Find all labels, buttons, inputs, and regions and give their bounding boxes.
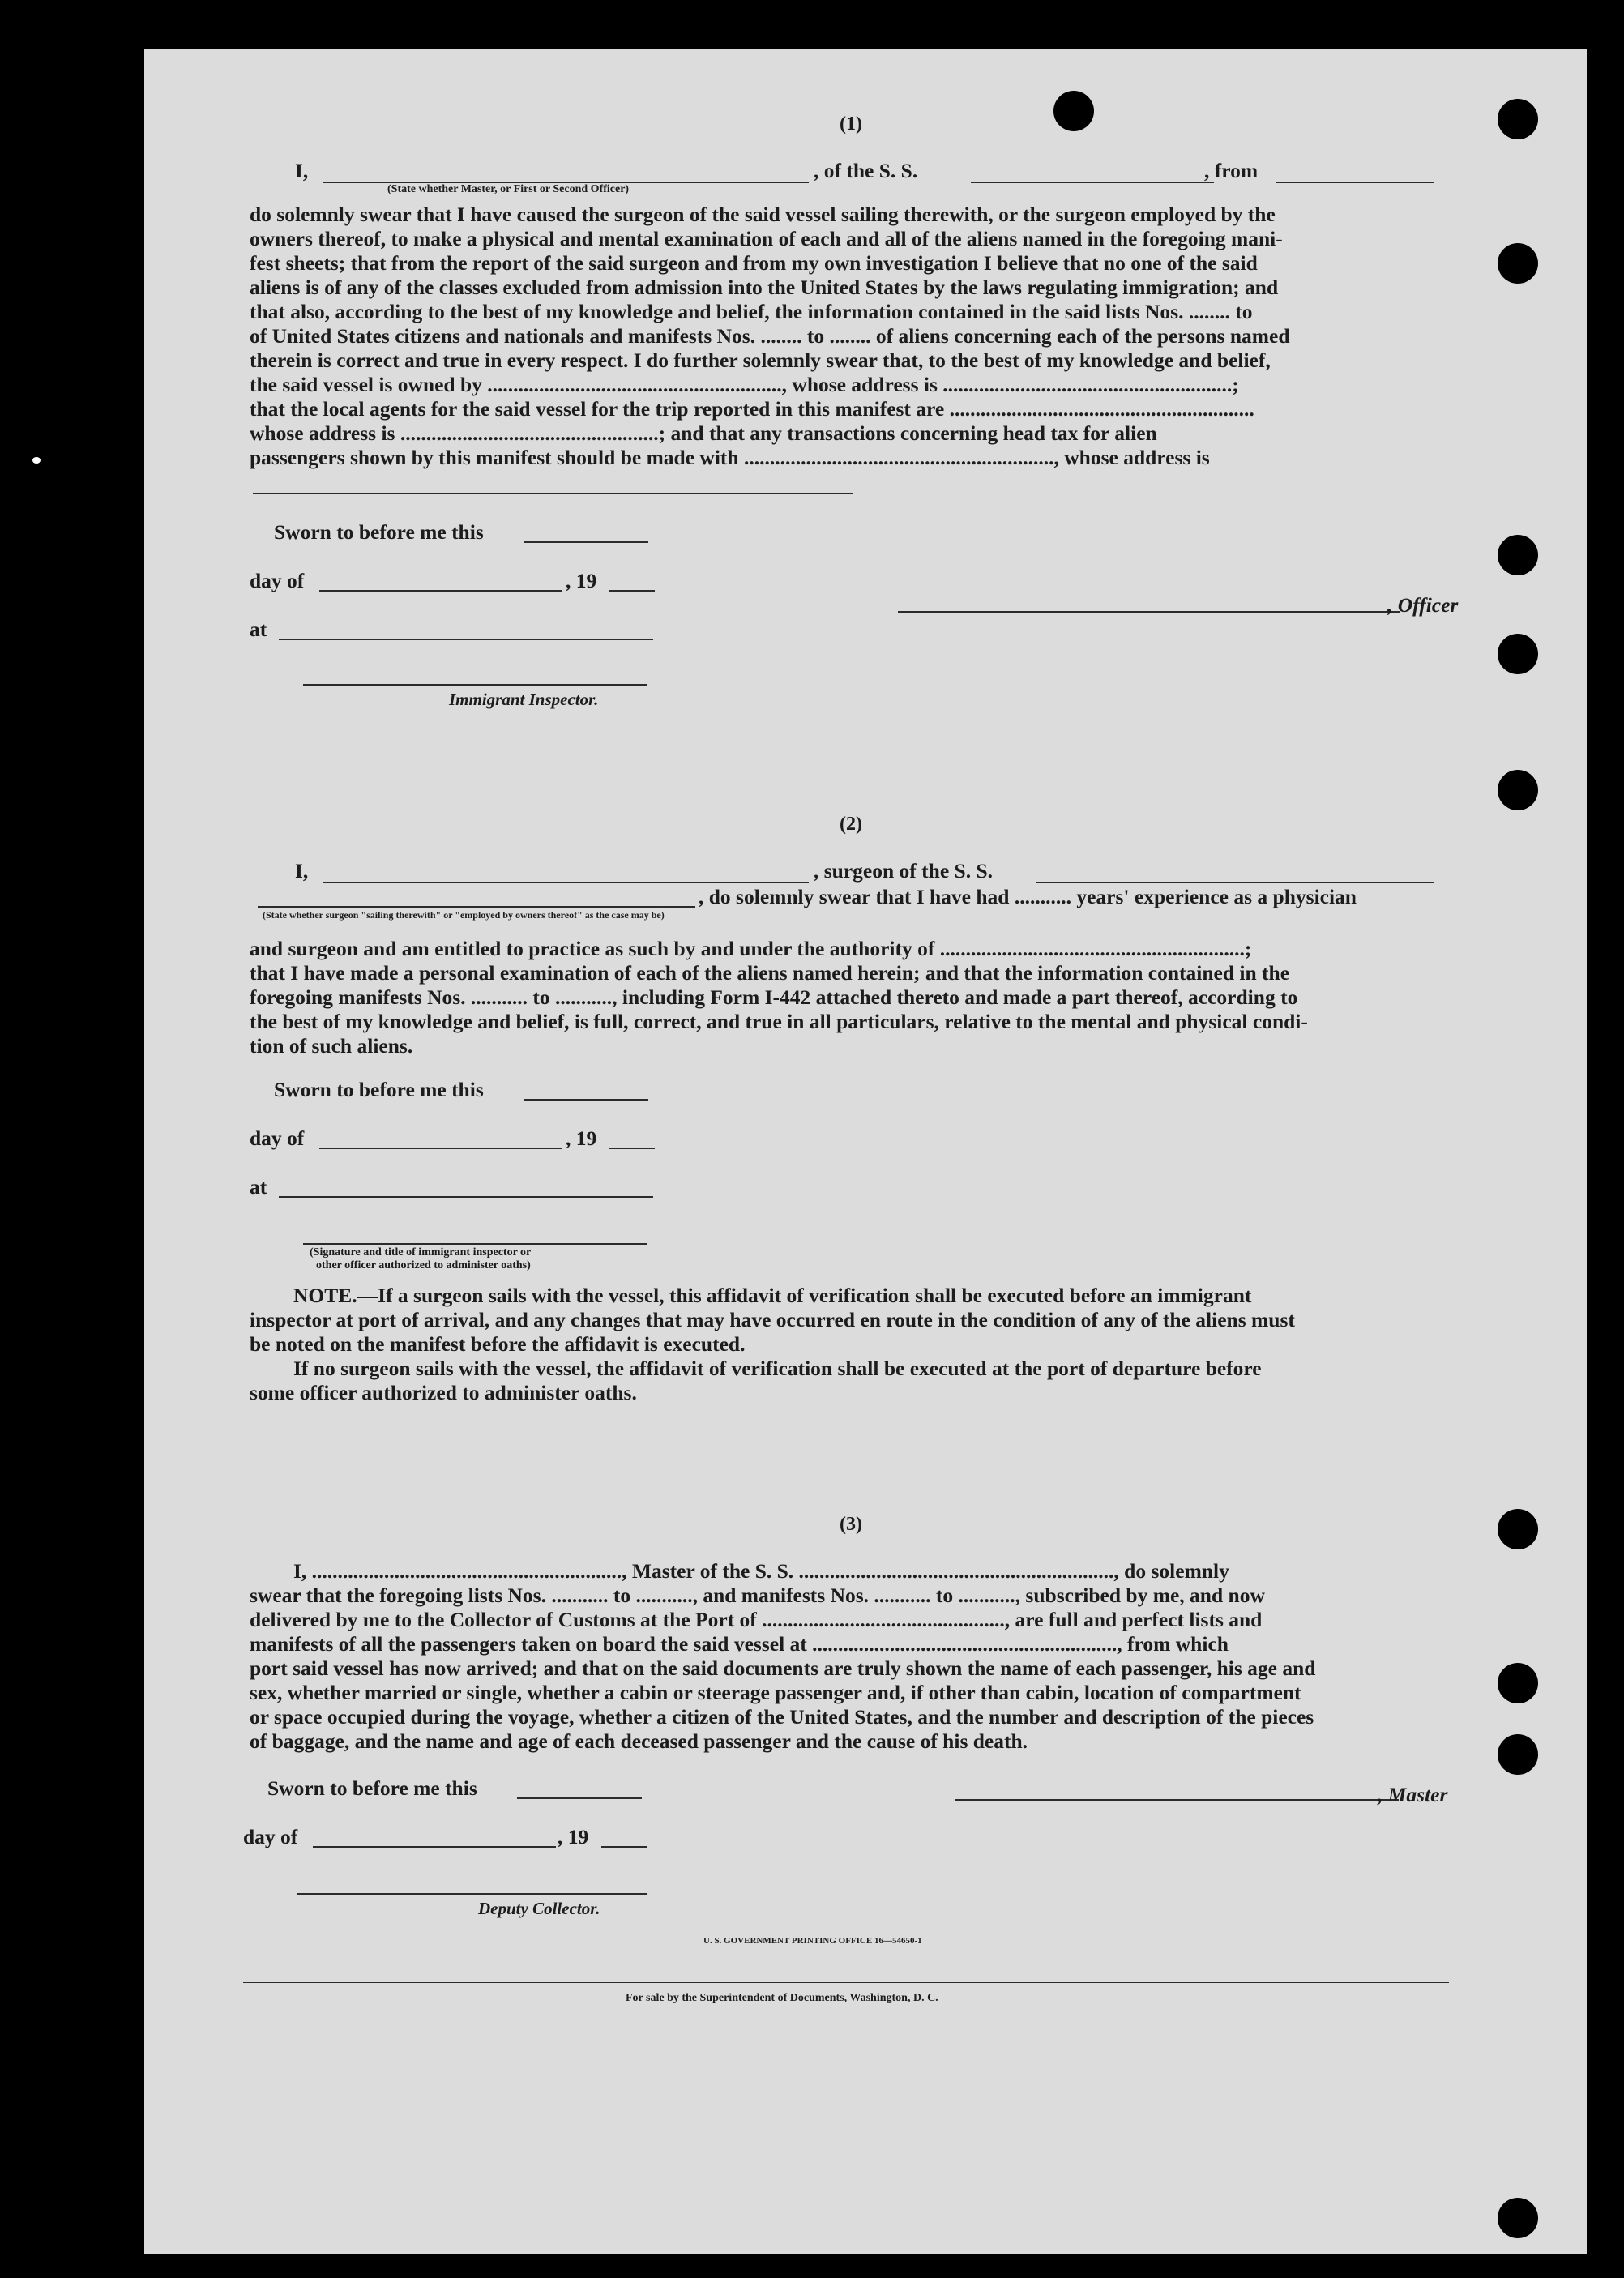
section1-para-line: fest sheets; that from the report of the said surgeon and from my own investigation I believe that no one of the said [250,251,1258,275]
sworn-label: Sworn to before me this [274,1078,484,1101]
section-number: (3) [840,1514,862,1535]
section1-para-line: of United States citizens and nationals and manifests Nos. ........ to ........ of aliens concerning each of the persons named [250,324,1290,348]
section3-para-line: I, ............................................................, Master of the S. S. ............................................................., do solemnly [293,1559,1229,1583]
punch-hole [1498,634,1538,674]
punch-hole [1498,1734,1538,1775]
inspector-label: Immigrant Inspector. [449,690,599,709]
day-of-label: day of [250,569,305,592]
section-number: (1) [840,113,862,135]
day-of-label: day of [243,1825,298,1848]
signature-line [303,684,647,686]
punch-hole [1498,770,1538,810]
fill-line [313,1846,556,1848]
at-label: at [250,618,267,641]
section1-para-line: aliens is of any of the classes excluded from admission into the United States by the laws regulating immigration; and [250,276,1279,299]
note-line: If no surgeon sails with the vessel, the affidavit of verification shall be executed at the port of departure before [293,1357,1262,1380]
section1-para-line: that also, according to the best of my knowledge and belief, the information contained in the said lists Nos. ........ to [250,300,1253,323]
fill-line [279,1196,653,1198]
day-of-label: day of [250,1126,305,1150]
signature-line [303,1243,647,1245]
sale-notice: For sale by the Superintendent of Documents, Washington, D. C. [626,1992,938,2004]
section2-line1-mid: , surgeon of the S. S. [814,859,994,883]
punch-hole [1498,535,1538,575]
signature-line [955,1799,1399,1801]
fill-line [601,1846,647,1848]
signature-note: other officer authorized to administer oaths) [316,1259,531,1271]
section1-para-line: that the local agents for the said vessel for the trip reported in this manifest are ........................................................... [250,397,1254,421]
fill-line [524,1099,648,1101]
gpo-imprint: U. S. GOVERNMENT PRINTING OFFICE 16—54650-1 [703,1936,922,1946]
fill-line [258,906,695,908]
note-line: inspector at port of arrival, and any changes that may have occurred en route in the condition of any of the aliens must [250,1308,1295,1331]
year-label: , 19 [566,1126,597,1150]
sworn-label: Sworn to before me this [267,1776,477,1800]
section2-para-line: tion of such aliens. [250,1034,413,1058]
sworn-label: Sworn to before me this [274,520,484,544]
signature-note: (Signature and title of immigrant inspector or [310,1246,532,1259]
edge-speck [32,457,41,464]
document-page [144,49,1587,2254]
fill-line [524,541,648,543]
footer-rule [243,1982,1449,1983]
note-line: NOTE.—If a surgeon sails with the vessel, this affidavit of verification shall be executed before an immigrant [293,1284,1252,1307]
fill-line [1276,182,1434,183]
section3-para-line: port said vessel has now arrived; and that on the said documents are truly shown the name of each passenger, his age and [250,1656,1316,1680]
fill-line [609,590,655,592]
section1-para-line: do solemnly swear that I have caused the surgeon of the said vessel sailing therewith, or the surgeon employed by the [250,203,1276,226]
officer-label: , Officer [1387,593,1459,617]
section1-line1-prefix: I, [295,159,309,182]
fill-line [517,1797,642,1799]
section3-para-line: of baggage, and the name and age of each deceased passenger and the cause of his death. [250,1729,1028,1753]
section1-para-line: passengers shown by this manifest should be made with ............................................................, whose address is [250,446,1210,469]
section2-line2: , do solemnly swear that I have had ........... years' experience as a physician [699,885,1357,908]
at-label: at [250,1175,267,1199]
section2-para-line: and surgeon and am entitled to practice as such by and under the authority of ...........................................................; [250,937,1252,960]
year-label: , 19 [566,569,597,592]
section2-para-line: that I have made a personal examination of each of the aliens named herein; and that the information contained in the [250,961,1290,985]
signature-line [898,611,1400,613]
section1-para-line: whose address is ..................................................; and that any transactions concerning head tax for alien [250,421,1157,445]
year-label: , 19 [558,1825,589,1848]
section1-note: (State whether Master, or First or Second Officer) [387,183,630,195]
section1-para-line: owners thereof, to make a physical and mental examination of each and all of the aliens named in the foregoing mani- [250,227,1283,250]
section2-line1-prefix: I, [295,859,309,883]
section1-para-line: therein is correct and true in every respect. I do further solemnly swear that, to the best of my knowledge and belief, [250,348,1271,372]
master-label: , Master [1378,1783,1448,1806]
fill-line [319,590,562,592]
fill-line [319,1148,562,1149]
punch-hole [1498,99,1538,139]
punch-hole [1498,243,1538,284]
section2-para-line: foregoing manifests Nos. ........... to ..........., including Form I-442 attached thereto and made a part thereof, according to [250,985,1298,1009]
punch-hole [1053,91,1094,131]
fill-line [1036,882,1434,883]
fill-line [609,1148,655,1149]
signature-line [297,1893,647,1895]
section2-para-line: the best of my knowledge and belief, is full, correct, and true in all particulars, relative to the mental and physical condi- [250,1010,1308,1033]
punch-hole [1498,1509,1538,1549]
note-line: some officer authorized to administer oaths. [250,1381,637,1404]
fill-line [971,182,1214,183]
fill-line [279,639,653,640]
fill-line [323,882,809,883]
section-number: (2) [840,814,862,835]
section2-note: (State whether surgeon "sailing therewith" or "employed by owners thereof" as the case may be) [263,909,665,921]
punch-hole [1498,2198,1538,2238]
section3-para-line: delivered by me to the Collector of Customs at the Port of ..............................................., are full and perfect lists and [250,1608,1263,1631]
punch-hole [1498,1663,1538,1703]
section3-para-line: or space occupied during the voyage, whether a citizen of the United States, and the number and description of the pieces [250,1705,1314,1729]
section3-para-line: manifests of all the passengers taken on board the said vessel at ..........................................................., from which [250,1632,1229,1656]
section3-para-line: swear that the foregoing lists Nos. ........... to ..........., and manifests Nos. ........... to ..........., subscribed by me, and now [250,1583,1265,1607]
fill-line [253,493,853,494]
collector-label: Deputy Collector. [478,1899,600,1918]
section1-line1-mid: , of the S. S. [814,159,918,182]
section1-line1-end: , from [1204,159,1259,182]
section1-para-line: the said vessel is owned by ........................................................., whose address is ........................................................; [250,373,1239,396]
section3-para-line: sex, whether married or single, whether a cabin or steerage passenger and, if other than cabin, location of compartment [250,1681,1301,1704]
note-line: be noted on the manifest before the affidavit is executed. [250,1332,746,1356]
